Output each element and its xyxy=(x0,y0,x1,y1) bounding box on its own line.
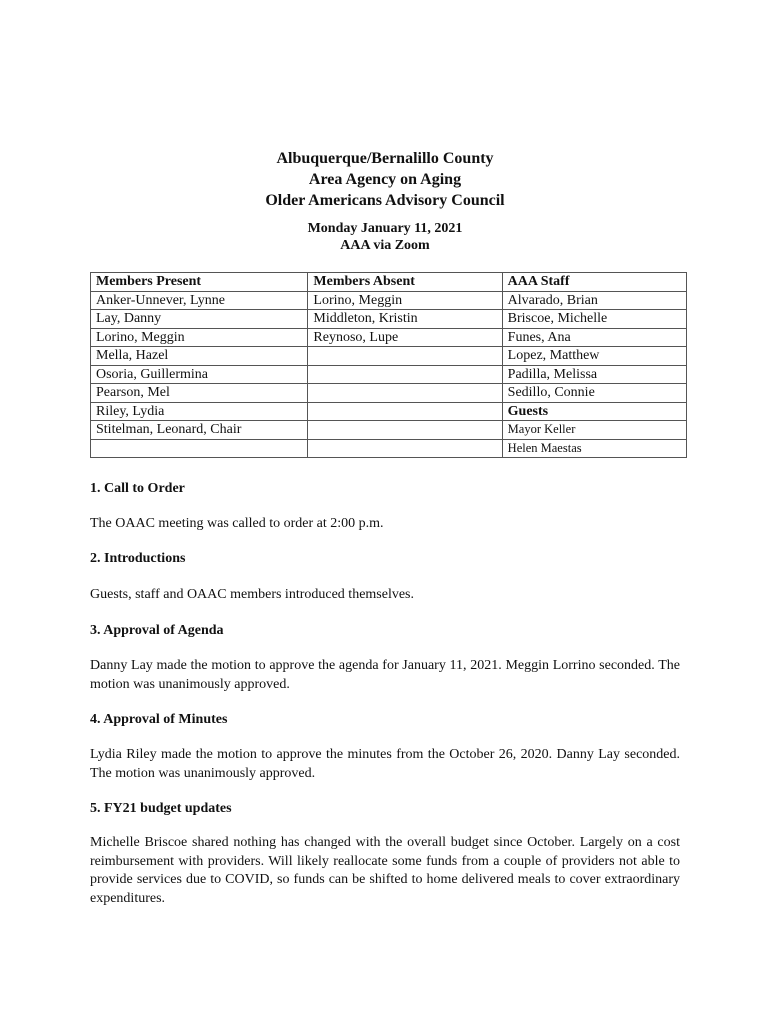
table-cell: Sedillo, Connie xyxy=(502,384,686,403)
table-row xyxy=(91,421,687,440)
table-row xyxy=(91,365,687,384)
guests-subheader: Guests xyxy=(502,402,686,421)
table-cell xyxy=(308,421,502,440)
title-line-3: Older Americans Advisory Council xyxy=(265,192,505,209)
table-cell: Lopez, Matthew xyxy=(502,347,686,366)
title-line-2: Area Agency on Aging xyxy=(308,171,462,188)
table-cell xyxy=(91,439,308,458)
table-row xyxy=(91,347,687,366)
table-cell: Mella, Hazel xyxy=(91,347,308,366)
section-body-call-to-order: The OAAC meeting was called to order at 2:00 p.m. xyxy=(90,516,384,531)
table-cell: Pearson, Mel xyxy=(91,384,308,403)
document-title xyxy=(0,148,770,211)
section-body-approval-of-minutes: Lydia Riley made the motion to approve the minutes from the October 26, 2020. Danny Lay seconded. The motion was unanimously approved. xyxy=(90,747,680,781)
header-aaa-staff: AAA Staff xyxy=(502,273,686,292)
table-cell: Middleton, Kristin xyxy=(308,310,502,329)
table-cell: Helen Maestas xyxy=(502,439,686,458)
table-cell xyxy=(308,402,502,421)
table-row xyxy=(91,328,687,347)
section-heading-call-to-order: 1. Call to Order xyxy=(90,481,185,496)
section-heading-fy21-budget-updates: 5. FY21 budget updates xyxy=(90,801,232,816)
section-body-fy21-budget-updates: Michelle Briscoe shared nothing has changed with the overall budget since October. Largely on a cost reimbursement with providers. Will likely reallocate some funds from a couple of providers not able to provide services due to COVID, so funds can be shifted to home delivered meals to cover extraordinary expenditures. xyxy=(90,835,680,906)
table-row xyxy=(91,402,687,421)
table-cell: Lorino, Meggin xyxy=(91,328,308,347)
table-cell: Briscoe, Michelle xyxy=(502,310,686,329)
table-cell xyxy=(308,365,502,384)
meeting-info xyxy=(0,220,770,254)
table-cell: Padilla, Melissa xyxy=(502,365,686,384)
table-cell: Alvarado, Brian xyxy=(502,291,686,310)
attendance-table xyxy=(90,272,687,458)
table-cell: Reynoso, Lupe xyxy=(308,328,502,347)
meeting-location: AAA via Zoom xyxy=(340,238,430,253)
table-cell: Stitelman, Leonard, Chair xyxy=(91,421,308,440)
table-header-row xyxy=(91,273,687,292)
table-cell: Funes, Ana xyxy=(502,328,686,347)
section-heading-approval-of-agenda: 3. Approval of Agenda xyxy=(90,623,224,638)
table-cell: Lay, Danny xyxy=(91,310,308,329)
section-heading-introductions: 2. Introductions xyxy=(90,551,186,566)
table-cell: Lorino, Meggin xyxy=(308,291,502,310)
table-cell: Mayor Keller xyxy=(502,421,686,440)
section-body-introductions: Guests, staff and OAAC members introduced themselves. xyxy=(90,587,415,602)
table-row xyxy=(91,384,687,403)
header-members-present: Members Present xyxy=(91,273,308,292)
header-members-absent: Members Absent xyxy=(308,273,502,292)
meeting-date: Monday January 11, 2021 xyxy=(307,221,463,236)
table-cell: Osoria, Guillermina xyxy=(91,365,308,384)
table-cell xyxy=(308,384,502,403)
table-cell: Riley, Lydia xyxy=(91,402,308,421)
table-cell xyxy=(308,347,502,366)
title-line-1: Albuquerque/Bernalillo County xyxy=(276,150,494,167)
table-row xyxy=(91,439,687,458)
table-row xyxy=(91,291,687,310)
table-cell xyxy=(308,439,502,458)
table-cell: Anker-Unnever, Lynne xyxy=(91,291,308,310)
section-body-approval-of-agenda: Danny Lay made the motion to approve the agenda for January 11, 2021. Meggin Lorrino seconded. The motion was unanimously approved. xyxy=(90,658,680,692)
section-heading-approval-of-minutes: 4. Approval of Minutes xyxy=(90,712,228,727)
table-row xyxy=(91,310,687,329)
